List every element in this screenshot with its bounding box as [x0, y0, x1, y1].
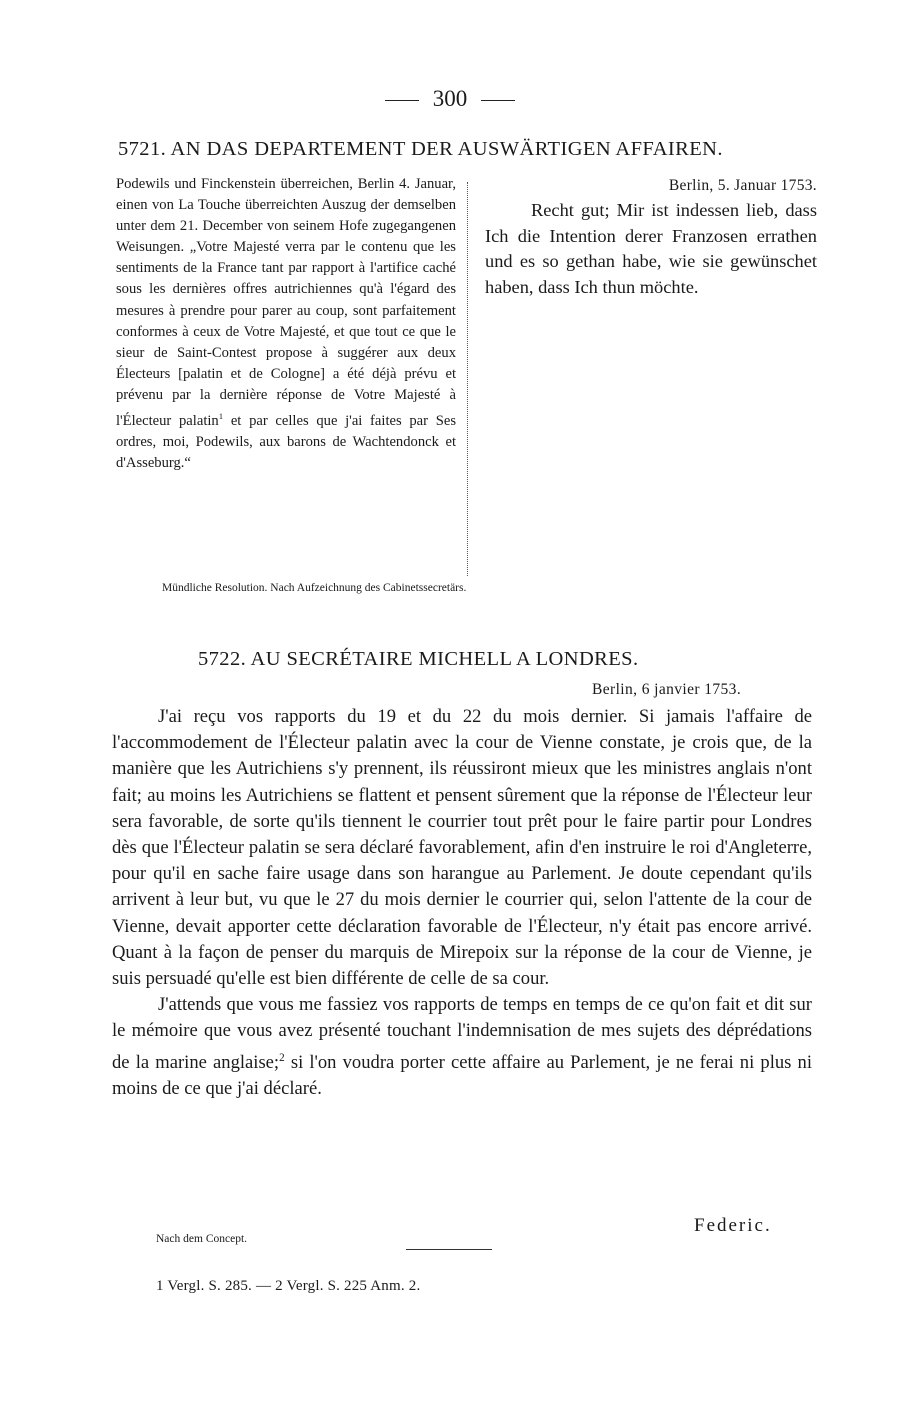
header-rule-left [385, 100, 419, 101]
letter-5721-summary-column [116, 174, 456, 474]
letter-5722-dateline: Berlin, 6 janvier 1753. [592, 681, 742, 698]
signature: Federic. [694, 1215, 772, 1236]
header-rule-right [481, 100, 515, 101]
footnote-separator [406, 1249, 492, 1250]
letter-5722-paragraph-2: J'attends que vous me fassiez vos rapports de temps en temps de ce qu'on fait et dit sur le mémoire que vous avez présenté touchant l'indemnisation de mes sujets des déprédations de la marine anglaise; [112, 994, 812, 1073]
letter-5721-resolution-column [485, 174, 817, 300]
column-divider [467, 182, 468, 576]
page-header [0, 86, 900, 112]
page-number: 300 [432, 86, 468, 111]
letter-5721-summary-text-end: et par celles que j'ai faites par Ses ordres, moi, Podewils, aux barons de Wachtendonck et d'Asseburg.“ [116, 412, 456, 472]
letter-5722-heading: 5722. AU SECRÉTAIRE MICHELL A LONDRES. [198, 648, 639, 670]
footnotes: 1 Vergl. S. 285. — 2 Vergl. S. 225 Anm. 2. [156, 1278, 421, 1294]
letter-5722-paragraph-1: J'ai reçu vos rapports du 19 et du 22 du mois dernier. Si jamais l'affaire de l'accommodement de l'Électeur palatin avec la cour de Vienne constate, je crois que, de la manière que les Autrichiens s'y prennent, ils réussiront mieux que les ministres anglais n'ont fait; au moins les Autrichiens se flattent et pensent sûrement que la réponse de l'Électeur leur sera favorable, de sorte qu'ils tiennent le courrier tout prêt pour le faire partir pour Londres dès que l'Électeur palatin se sera déclaré favorablement, afin d'en instruire le roi d'Angleterre, pour qu'il en sache faire usage dans son harangue au Parlement. Je doute cependant qu'ils arrivent à leur but, vu que le 27 du mois dernier le courrier qui, selon l'attente de la cour de Vienne, devait apporter cette déclaration favorable de l'Électeur, n'y était pas encore arrivé. Quant à la façon de penser du marquis de Mirepoix sur la réponse de la cour de Vienne, je suis persuadé qu'elle est bien différente de celle de sa cour. [112, 706, 812, 990]
letter-5721-summary-text: Podewils und Finckenstein überreichen, Berlin 4. Januar, einen von La Touche überreichten Auszug der demselben unter dem 21. December von seinem Hofe zugegangenen Weisungen. „Votre Majesté verra par le contenu que les sentiments de la France tant par rapport à l'artifice caché sous les dernières offres autrichiennes qu'à l'égard des mesures à prendre pour parer au coup, sont parfaitement conformes à ceux de Votre Majesté, et que tout ce que le sieur de Saint-Contest propose à suggérer aux deux Électeurs [palatin et de Cologne] a été déjà prévu et prévenu par la dernière réponse de Votre Majesté à l'Électeur palatin [116, 176, 456, 429]
footnote-marker-1: 1 [218, 411, 224, 422]
letter-5721-resolution-text: Recht gut; Mir ist indessen lieb, dass Ich die Intention derer Franzosen errathen und es so gethan habe, wie sie gewünschet haben, dass Ich thun möchte. [485, 200, 817, 297]
letter-5722-body [112, 704, 812, 1102]
footnote-marker-2: 2 [279, 1051, 285, 1064]
letter-5722-source-note: Nach dem Concept. [156, 1233, 248, 1245]
letter-5721-source-note: Mündliche Resolution. Nach Aufzeichnung des Cabinetssecretärs. [162, 582, 467, 594]
letter-5722-paragraph-2-end: si l'on voudra porter cette affaire au Parlement, je ne ferai ni plus ni moins de ce que j'ai déclaré. [112, 1051, 812, 1100]
letter-5721-dateline: Berlin, 5. Januar 1753. [668, 177, 817, 194]
letter-5721-heading: 5721. AN DAS DEPARTEMENT DER AUSWÄRTIGEN AFFAIREN. [118, 138, 723, 160]
